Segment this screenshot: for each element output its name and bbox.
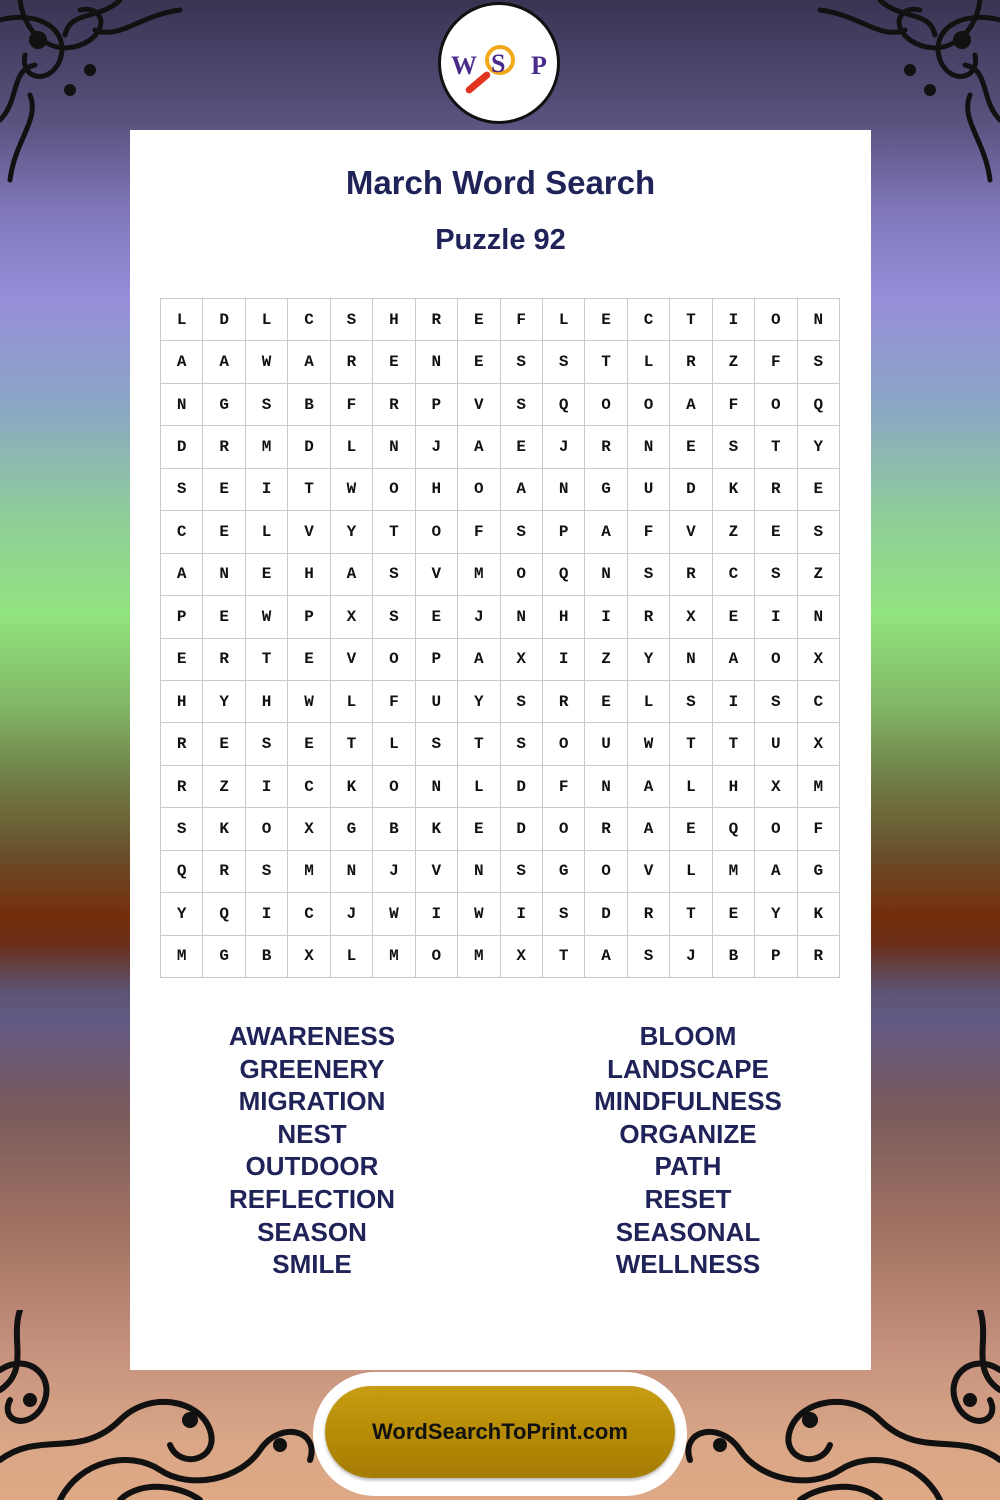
grid-cell: L bbox=[628, 341, 670, 383]
grid-cell: T bbox=[543, 936, 585, 978]
grid-cell: W bbox=[628, 723, 670, 765]
grid-cell: M bbox=[798, 766, 840, 808]
puzzle-number: Puzzle 92 bbox=[435, 224, 566, 256]
grid-cell: F bbox=[373, 681, 415, 723]
grid-cell: R bbox=[543, 681, 585, 723]
grid-cell: O bbox=[416, 936, 458, 978]
grid-cell: R bbox=[161, 766, 203, 808]
grid-cell: H bbox=[373, 299, 415, 341]
grid-cell: J bbox=[670, 936, 712, 978]
grid-cell: N bbox=[543, 469, 585, 511]
grid-cell: E bbox=[373, 341, 415, 383]
grid-cell: M bbox=[458, 554, 500, 596]
grid-cell: W bbox=[246, 596, 288, 638]
grid-cell: X bbox=[755, 766, 797, 808]
grid-cell: E bbox=[416, 596, 458, 638]
grid-cell: W bbox=[246, 341, 288, 383]
grid-cell: T bbox=[246, 639, 288, 681]
grid-cell: Y bbox=[628, 639, 670, 681]
grid-cell: Z bbox=[713, 511, 755, 553]
grid-cell: E bbox=[670, 808, 712, 850]
word-list-item: LANDSCAPE bbox=[607, 1053, 769, 1084]
grid-cell: L bbox=[458, 766, 500, 808]
grid-cell: F bbox=[755, 341, 797, 383]
grid-cell: O bbox=[543, 723, 585, 765]
grid-cell: J bbox=[373, 851, 415, 893]
grid-cell: O bbox=[373, 639, 415, 681]
grid-cell: M bbox=[246, 426, 288, 468]
word-list-item: MIGRATION bbox=[238, 1086, 386, 1117]
grid-cell: S bbox=[543, 893, 585, 935]
grid-cell: E bbox=[246, 554, 288, 596]
word-list-item: REFLECTION bbox=[228, 1183, 396, 1214]
grid-cell: C bbox=[288, 766, 330, 808]
grid-cell: R bbox=[628, 893, 670, 935]
grid-cell: E bbox=[713, 893, 755, 935]
word-list-item: AWARENESS bbox=[228, 1021, 396, 1051]
page-title: March Word Search bbox=[345, 164, 656, 201]
grid-cell: A bbox=[585, 511, 627, 553]
grid-cell: X bbox=[288, 936, 330, 978]
grid-cell: X bbox=[288, 808, 330, 850]
grid-cell: M bbox=[288, 851, 330, 893]
grid-cell: I bbox=[501, 893, 543, 935]
grid-cell: R bbox=[628, 596, 670, 638]
grid-cell: O bbox=[585, 384, 627, 426]
grid-cell: W bbox=[458, 893, 500, 935]
grid-cell: W bbox=[373, 893, 415, 935]
grid-cell: Z bbox=[713, 341, 755, 383]
grid-cell: J bbox=[543, 426, 585, 468]
grid-cell: I bbox=[246, 766, 288, 808]
grid-cell: C bbox=[628, 299, 670, 341]
grid-cell: D bbox=[585, 893, 627, 935]
grid-cell: S bbox=[628, 936, 670, 978]
grid-cell: E bbox=[458, 341, 500, 383]
grid-cell: A bbox=[713, 639, 755, 681]
grid-cell: E bbox=[501, 426, 543, 468]
grid-cell: G bbox=[585, 469, 627, 511]
grid-cell: L bbox=[331, 426, 373, 468]
grid-cell: M bbox=[373, 936, 415, 978]
grid-cell: S bbox=[161, 808, 203, 850]
grid-cell: S bbox=[161, 469, 203, 511]
grid-cell: D bbox=[161, 426, 203, 468]
grid-cell: G bbox=[798, 851, 840, 893]
grid-cell: V bbox=[416, 554, 458, 596]
grid-cell: C bbox=[713, 554, 755, 596]
grid-cell: F bbox=[458, 511, 500, 553]
grid-cell: S bbox=[246, 851, 288, 893]
grid-cell: S bbox=[373, 596, 415, 638]
grid-cell: T bbox=[373, 511, 415, 553]
grid-cell: A bbox=[501, 469, 543, 511]
word-list-item: NEST bbox=[277, 1118, 347, 1149]
grid-cell: Y bbox=[755, 893, 797, 935]
grid-cell: T bbox=[331, 723, 373, 765]
grid-cell: N bbox=[501, 596, 543, 638]
grid-cell: V bbox=[331, 639, 373, 681]
grid-cell: A bbox=[628, 808, 670, 850]
grid-cell: Q bbox=[203, 893, 245, 935]
grid-cell: P bbox=[755, 936, 797, 978]
grid-cell: G bbox=[203, 936, 245, 978]
word-list-item: SMILE bbox=[272, 1249, 352, 1280]
grid-cell: B bbox=[246, 936, 288, 978]
grid-cell: F bbox=[628, 511, 670, 553]
word-list-item: RESET bbox=[644, 1183, 732, 1214]
website-badge bbox=[313, 1372, 687, 1496]
grid-cell: A bbox=[458, 639, 500, 681]
word-list-item: ORGANIZE bbox=[619, 1118, 757, 1149]
grid-cell: U bbox=[628, 469, 670, 511]
grid-cell: I bbox=[755, 596, 797, 638]
grid-cell: S bbox=[501, 723, 543, 765]
grid-cell: D bbox=[203, 299, 245, 341]
grid-cell: S bbox=[713, 426, 755, 468]
grid-cell: S bbox=[628, 554, 670, 596]
grid-cell: L bbox=[161, 299, 203, 341]
grid-cell: I bbox=[246, 893, 288, 935]
grid-cell: O bbox=[501, 554, 543, 596]
grid-cell: A bbox=[288, 341, 330, 383]
grid-cell: N bbox=[203, 554, 245, 596]
grid-cell: O bbox=[585, 851, 627, 893]
grid-cell: S bbox=[670, 681, 712, 723]
grid-cell: C bbox=[161, 511, 203, 553]
grid-cell: O bbox=[373, 766, 415, 808]
grid-cell: U bbox=[416, 681, 458, 723]
grid-cell: T bbox=[585, 341, 627, 383]
grid-cell: D bbox=[288, 426, 330, 468]
grid-cell: Q bbox=[798, 384, 840, 426]
word-list-item: GREENERY bbox=[239, 1053, 385, 1084]
grid-cell: K bbox=[416, 808, 458, 850]
word-list-right bbox=[538, 1020, 838, 1281]
grid-cell: P bbox=[288, 596, 330, 638]
grid-cell: R bbox=[755, 469, 797, 511]
grid-cell: J bbox=[416, 426, 458, 468]
logo-letter-s: S bbox=[491, 49, 506, 78]
grid-cell: R bbox=[331, 341, 373, 383]
grid-cell: O bbox=[458, 469, 500, 511]
grid-cell: P bbox=[416, 639, 458, 681]
grid-cell: D bbox=[670, 469, 712, 511]
grid-cell: M bbox=[161, 936, 203, 978]
grid-cell: R bbox=[203, 851, 245, 893]
grid-cell: O bbox=[755, 299, 797, 341]
grid-cell: N bbox=[585, 766, 627, 808]
grid-cell: R bbox=[670, 341, 712, 383]
grid-cell: X bbox=[670, 596, 712, 638]
grid-cell: T bbox=[713, 723, 755, 765]
grid-cell: G bbox=[331, 808, 373, 850]
grid-cell: K bbox=[331, 766, 373, 808]
grid-cell: H bbox=[416, 469, 458, 511]
grid-cell: U bbox=[755, 723, 797, 765]
grid-cell: E bbox=[203, 596, 245, 638]
grid-cell: T bbox=[670, 893, 712, 935]
grid-cell: R bbox=[203, 639, 245, 681]
grid-cell: W bbox=[331, 469, 373, 511]
grid-cell: S bbox=[416, 723, 458, 765]
grid-cell: N bbox=[416, 341, 458, 383]
grid-cell: R bbox=[161, 723, 203, 765]
grid-cell: R bbox=[585, 426, 627, 468]
grid-cell: S bbox=[331, 299, 373, 341]
grid-cell: H bbox=[288, 554, 330, 596]
grid-cell: A bbox=[203, 341, 245, 383]
grid-cell: O bbox=[543, 808, 585, 850]
grid-cell: E bbox=[585, 299, 627, 341]
website-label: WordSearchToPrint.com bbox=[372, 1419, 628, 1444]
grid-cell: L bbox=[246, 299, 288, 341]
grid-cell: V bbox=[416, 851, 458, 893]
grid-cell: S bbox=[798, 341, 840, 383]
grid-cell: R bbox=[585, 808, 627, 850]
grid-cell: P bbox=[416, 384, 458, 426]
grid-cell: A bbox=[161, 341, 203, 383]
grid-cell: X bbox=[501, 639, 543, 681]
grid-cell: G bbox=[203, 384, 245, 426]
grid-cell: Q bbox=[543, 384, 585, 426]
grid-cell: S bbox=[501, 384, 543, 426]
grid-cell: E bbox=[288, 723, 330, 765]
grid-cell: X bbox=[798, 723, 840, 765]
grid-cell: I bbox=[713, 681, 755, 723]
grid-cell: E bbox=[585, 681, 627, 723]
grid-cell: L bbox=[543, 299, 585, 341]
grid-cell: P bbox=[543, 511, 585, 553]
grid-cell: N bbox=[798, 596, 840, 638]
grid-cell: R bbox=[798, 936, 840, 978]
grid-cell: D bbox=[501, 808, 543, 850]
grid-cell: T bbox=[670, 723, 712, 765]
word-list-item: WELLNESS bbox=[615, 1249, 761, 1280]
grid-cell: Y bbox=[203, 681, 245, 723]
grid-cell: L bbox=[628, 681, 670, 723]
logo-letter-p: P bbox=[531, 51, 547, 80]
grid-cell: N bbox=[373, 426, 415, 468]
grid-cell: W bbox=[288, 681, 330, 723]
grid-cell: S bbox=[543, 341, 585, 383]
grid-cell: E bbox=[798, 469, 840, 511]
grid-cell: E bbox=[288, 639, 330, 681]
grid-cell: N bbox=[798, 299, 840, 341]
grid-cell: J bbox=[331, 893, 373, 935]
grid-cell: A bbox=[755, 851, 797, 893]
grid-cell: D bbox=[501, 766, 543, 808]
grid-cell: S bbox=[501, 511, 543, 553]
grid-cell: N bbox=[458, 851, 500, 893]
logo-letter-w: W bbox=[451, 51, 477, 80]
grid-cell: N bbox=[628, 426, 670, 468]
grid-cell: H bbox=[713, 766, 755, 808]
grid-cell: O bbox=[628, 384, 670, 426]
grid-cell: K bbox=[798, 893, 840, 935]
grid-cell: N bbox=[331, 851, 373, 893]
grid-cell: I bbox=[543, 639, 585, 681]
word-list-item: BLOOM bbox=[639, 1021, 737, 1051]
grid-cell: S bbox=[501, 851, 543, 893]
word-list-item: PATH bbox=[654, 1151, 722, 1182]
wsp-logo bbox=[438, 2, 560, 124]
grid-cell: S bbox=[501, 341, 543, 383]
grid-cell: B bbox=[713, 936, 755, 978]
word-list-left bbox=[162, 1020, 462, 1281]
grid-cell: L bbox=[331, 936, 373, 978]
grid-cell: A bbox=[161, 554, 203, 596]
grid-cell: E bbox=[458, 808, 500, 850]
grid-cell: Y bbox=[161, 893, 203, 935]
grid-cell: O bbox=[755, 384, 797, 426]
grid-cell: Y bbox=[798, 426, 840, 468]
grid-cell: L bbox=[670, 766, 712, 808]
grid-cell: C bbox=[288, 893, 330, 935]
grid-cell: E bbox=[713, 596, 755, 638]
grid-cell: L bbox=[331, 681, 373, 723]
grid-cell: A bbox=[585, 936, 627, 978]
grid-cell: R bbox=[416, 299, 458, 341]
grid-cell: R bbox=[670, 554, 712, 596]
grid-cell: L bbox=[670, 851, 712, 893]
grid-cell: A bbox=[331, 554, 373, 596]
grid-cell: J bbox=[458, 596, 500, 638]
grid-cell: I bbox=[585, 596, 627, 638]
grid-cell: X bbox=[501, 936, 543, 978]
grid-cell: Z bbox=[585, 639, 627, 681]
word-list-item: OUTDOOR bbox=[245, 1151, 379, 1182]
grid-cell: C bbox=[288, 299, 330, 341]
grid-cell: M bbox=[713, 851, 755, 893]
grid-cell: N bbox=[161, 384, 203, 426]
grid-cell: S bbox=[798, 511, 840, 553]
grid-cell: G bbox=[543, 851, 585, 893]
grid-cell: F bbox=[798, 808, 840, 850]
grid-cell: N bbox=[585, 554, 627, 596]
grid-cell: I bbox=[416, 893, 458, 935]
grid-cell: B bbox=[288, 384, 330, 426]
grid-cell: S bbox=[501, 681, 543, 723]
grid-cell: T bbox=[288, 469, 330, 511]
grid-cell: S bbox=[246, 723, 288, 765]
grid-cell: H bbox=[246, 681, 288, 723]
grid-cell: V bbox=[288, 511, 330, 553]
grid-cell: S bbox=[755, 681, 797, 723]
grid-cell: S bbox=[373, 554, 415, 596]
grid-cell: X bbox=[331, 596, 373, 638]
grid-cell: V bbox=[670, 511, 712, 553]
grid-cell: H bbox=[543, 596, 585, 638]
grid-cell: O bbox=[416, 511, 458, 553]
grid-cell: N bbox=[416, 766, 458, 808]
grid-cell: N bbox=[670, 639, 712, 681]
grid-cell: O bbox=[755, 808, 797, 850]
grid-cell: T bbox=[458, 723, 500, 765]
grid-cell: V bbox=[458, 384, 500, 426]
grid-cell: A bbox=[628, 766, 670, 808]
grid-cell: F bbox=[331, 384, 373, 426]
grid-cell: Q bbox=[713, 808, 755, 850]
grid-cell: T bbox=[670, 299, 712, 341]
grid-cell: P bbox=[161, 596, 203, 638]
grid-cell: L bbox=[246, 511, 288, 553]
grid-cell: Q bbox=[543, 554, 585, 596]
grid-cell: X bbox=[798, 639, 840, 681]
grid-cell: E bbox=[203, 511, 245, 553]
word-list-item: SEASON bbox=[257, 1216, 367, 1247]
grid-cell: I bbox=[246, 469, 288, 511]
letter-grid bbox=[160, 298, 840, 978]
grid-cell: E bbox=[458, 299, 500, 341]
grid-cell: E bbox=[755, 511, 797, 553]
grid-cell: Z bbox=[203, 766, 245, 808]
grid-cell: R bbox=[203, 426, 245, 468]
grid-cell: L bbox=[373, 723, 415, 765]
grid-cell: Y bbox=[458, 681, 500, 723]
grid-cell: E bbox=[670, 426, 712, 468]
grid-cell: K bbox=[713, 469, 755, 511]
word-list-item: MINDFULNESS bbox=[594, 1086, 782, 1117]
grid-cell: H bbox=[161, 681, 203, 723]
grid-cell: E bbox=[161, 639, 203, 681]
website-link[interactable] bbox=[325, 1386, 675, 1478]
grid-cell: A bbox=[670, 384, 712, 426]
grid-cell: S bbox=[755, 554, 797, 596]
grid-cell: C bbox=[798, 681, 840, 723]
grid-cell: O bbox=[373, 469, 415, 511]
grid-cell: F bbox=[713, 384, 755, 426]
grid-cell: F bbox=[543, 766, 585, 808]
word-list-item: SEASONAL bbox=[615, 1216, 761, 1247]
grid-cell: Q bbox=[161, 851, 203, 893]
grid-cell: V bbox=[628, 851, 670, 893]
grid-cell: R bbox=[373, 384, 415, 426]
grid-cell: E bbox=[203, 723, 245, 765]
grid-cell: F bbox=[501, 299, 543, 341]
grid-cell: I bbox=[713, 299, 755, 341]
grid-cell: A bbox=[458, 426, 500, 468]
grid-cell: M bbox=[458, 936, 500, 978]
grid-cell: B bbox=[373, 808, 415, 850]
grid-cell: S bbox=[246, 384, 288, 426]
grid-cell: Z bbox=[798, 554, 840, 596]
grid-cell: E bbox=[203, 469, 245, 511]
grid-cell: T bbox=[755, 426, 797, 468]
grid-cell: U bbox=[585, 723, 627, 765]
grid-cell: Y bbox=[331, 511, 373, 553]
grid-cell: K bbox=[203, 808, 245, 850]
grid-cell: O bbox=[755, 639, 797, 681]
grid-cell: O bbox=[246, 808, 288, 850]
